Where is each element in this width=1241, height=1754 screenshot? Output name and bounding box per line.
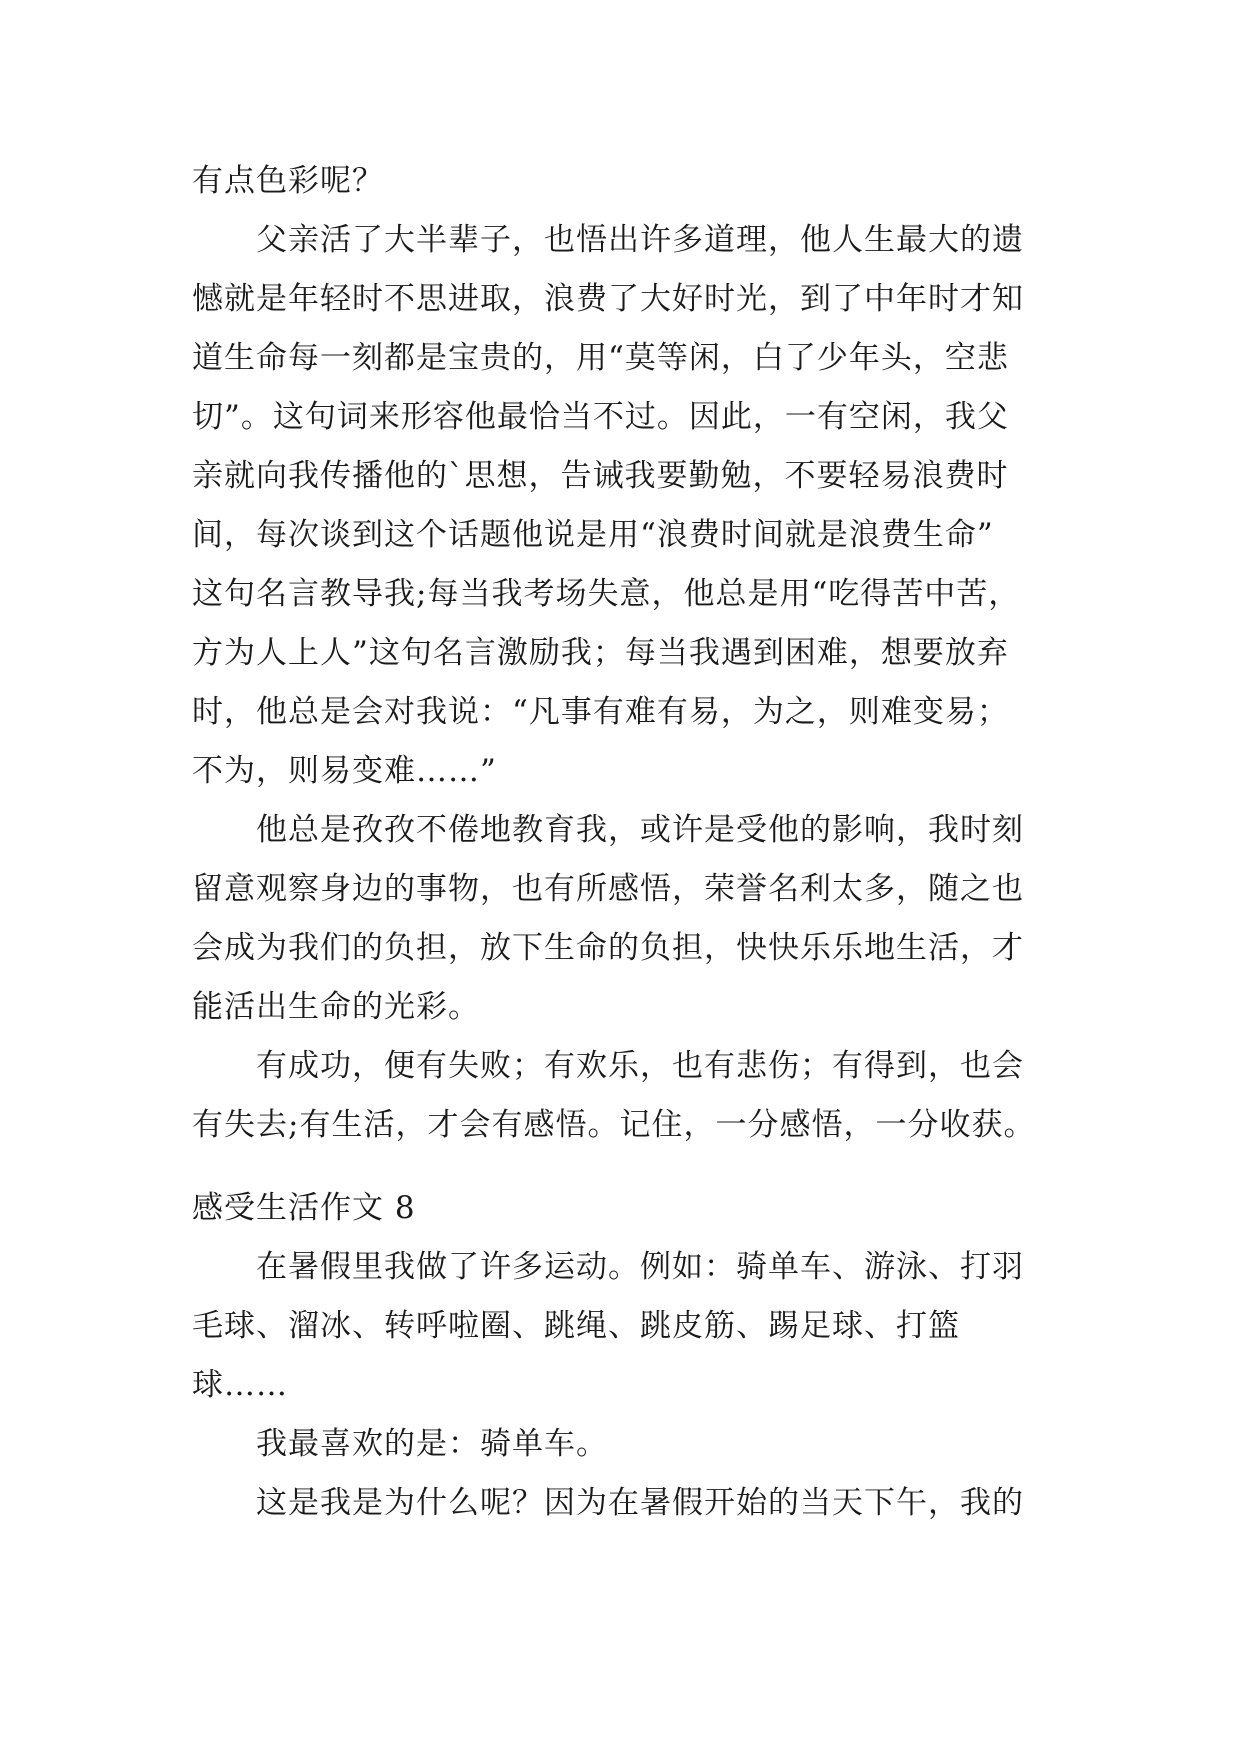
text-line: 有成功，便有失败；有欢乐，也有悲伤；有得到，也会 [256, 1048, 1024, 1084]
text-line: 这句名言教导我;每当我考场失意，他总是用“吃得苦中苦， [192, 576, 1021, 612]
text-line: 毛球、溜冰、转呼啦圈、跳绳、跳皮筋、踢足球、打篮 [192, 1308, 960, 1344]
text-line: 时，他总是会对我说：“凡事有难有易，为之，则难变易； [192, 694, 1009, 730]
body-text-part-1 [192, 152, 1052, 1155]
text-line: 我最喜欢的是：骑单车。 [256, 1426, 608, 1462]
text-line: 父亲活了大半辈子，也悟出许多道理，他人生最大的遗 [256, 222, 1024, 258]
text-line: 道生命每一刻都是宝贵的，用“莫等闲，白了少年头，空悲 [192, 340, 1009, 376]
text-line: 他总是孜孜不倦地教育我，或许是受他的影响，我时刻 [256, 812, 1024, 848]
text-line: 这是我是为什么呢？因为在暑假开始的当天下午，我的 [256, 1485, 1024, 1521]
text-line: 能活出生命的光彩。 [192, 989, 480, 1025]
text-line: 亲就向我传播他的`思想，告诫我要勤勉，不要轻易浪费时 [192, 458, 1009, 494]
body-text-part-2 [192, 1179, 1052, 1533]
text-line: 有失去;有生活，才会有感悟。记住，一分感悟，一分收获。 [192, 1107, 1036, 1143]
text-line: 球…… [192, 1367, 288, 1403]
text-line: 在暑假里我做了许多运动。例如：骑单车、游泳、打羽 [256, 1249, 1024, 1285]
text-line: 方为人上人”这句名言激励我；每当我遇到困难，想要放弃 [192, 635, 1009, 671]
text-line: 切”。这句词来形容他最恰当不过。因此，一有空闲，我父 [192, 399, 1009, 435]
text-line: 会成为我们的负担，放下生命的负担，快快乐乐地生活，才 [192, 930, 1024, 966]
section-title: 感受生活作文 8 [192, 1190, 416, 1226]
text-line: 不为，则易变难……” [192, 753, 497, 789]
text-line: 憾就是年轻时不思进取，浪费了大好时光，到了中年时才知 [192, 281, 1024, 317]
text-line: 留意观察身边的事物，也有所感悟，荣誉名利太多，随之也 [192, 871, 1024, 907]
text-line: 有点色彩呢？ [192, 163, 384, 199]
text-line: 间，每次谈到这个话题他说是用“浪费时间就是浪费生命” [192, 517, 994, 553]
